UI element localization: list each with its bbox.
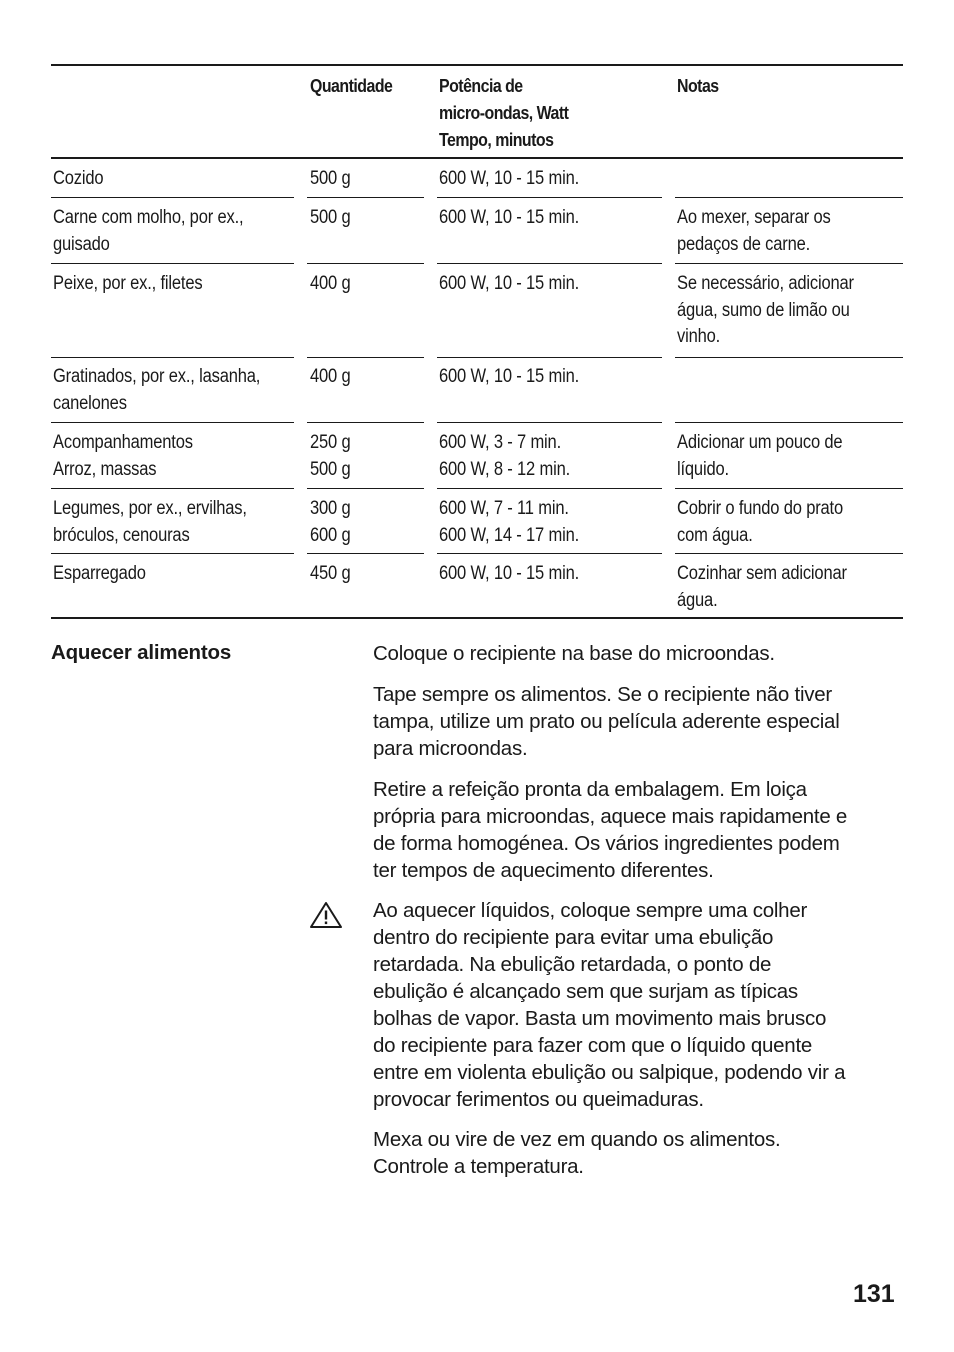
cell-quantity: 400 g [310, 273, 351, 294]
cell-food: Esparregado [53, 563, 146, 584]
cell-power: 600 W, 10 - 15 min. [439, 366, 580, 387]
cell-notes: Adicionar um pouco de líquido. [677, 432, 843, 480]
cell-notes: Cobrir o fundo do prato com água. [677, 498, 844, 546]
cell-power: 600 W, 7 - 11 min. 600 W, 14 - 17 min. [439, 498, 580, 546]
cell-quantity: 300 g 600 g [310, 498, 351, 546]
cell-food: Peixe, por ex., filetes [53, 273, 203, 294]
cell-notes: Cozinhar sem adicionar água. [677, 563, 847, 611]
cell-power: 600 W, 3 - 7 min. 600 W, 8 - 12 min. [439, 432, 571, 480]
cell-power: 600 W, 10 - 15 min. [439, 563, 580, 584]
cell-food: Acompanhamentos Arroz, massas [53, 432, 193, 480]
paragraph-stir: Mexa ou vire de vez em quando os alimentos. Controle a temperatura. [373, 1128, 781, 1178]
cell-quantity: 250 g 500 g [310, 432, 351, 480]
table-bottom-rule [51, 617, 903, 619]
cell-quantity: 500 g [310, 207, 351, 228]
header-notes: Notas [677, 75, 719, 96]
cell-power: 600 W, 10 - 15 min. [439, 273, 580, 294]
cell-notes: Se necessário, adicionar água, sumo de limão ou vinho. [677, 273, 854, 347]
cell-power: 600 W, 10 - 15 min. [439, 207, 580, 228]
cell-quantity: 450 g [310, 563, 351, 584]
table-row [51, 554, 903, 617]
paragraph-warning: Ao aquecer líquidos, coloque sempre uma colher dentro do recipiente para evitar uma ebulição retardada. Na ebulição retardada, o ponto de ebulição é alcançado sem que surjam as típicas bolhas de vapor. Basta um movimento mais brusco do recipiente para fazer com que o líquido quente entre em violenta ebulição ou salpique, podendo vir a provocar ferimentos ou queimaduras. [373, 899, 846, 1111]
cell-food: Legumes, por ex., ervilhas, bróculos, cenouras [53, 498, 247, 546]
table-row [51, 423, 903, 488]
cell-food: Cozido [53, 168, 104, 189]
page-number: 131 [853, 1280, 895, 1308]
cell-notes: Ao mexer, separar os pedaços de carne. [677, 207, 831, 255]
paragraph-cover: Tape sempre os alimentos. Se o recipiente não tiver tampa, utilize um prato ou película aderente especial para microondas. [373, 683, 840, 760]
cell-quantity: 400 g [310, 366, 351, 387]
cell-food: Gratinados, por ex., lasanha, canelones [53, 366, 261, 414]
header-power-time: Potência de micro-ondas, Watt Tempo, minutos [439, 75, 569, 150]
section-title: Aquecer alimentos [51, 641, 232, 664]
header-quantity: Quantidade [310, 75, 393, 96]
warning-triangle-icon [309, 901, 343, 929]
paragraph-packaging: Retire a refeição pronta da embalagem. Em loiça própria para microondas, aquece mais rapidamente e de forma homogénea. Os vários ingredientes podem ter tempos de aquecimento diferentes. [373, 778, 848, 882]
table-row [51, 357, 903, 422]
cell-power: 600 W, 10 - 15 min. [439, 168, 580, 189]
table-row [51, 264, 903, 357]
paragraph-base: Coloque o recipiente na base do microondas. [373, 642, 775, 665]
table-row [51, 159, 903, 197]
table-top-rule [51, 64, 903, 66]
table-row [51, 198, 903, 263]
table-row [51, 489, 903, 553]
cell-food: Carne com molho, por ex., guisado [53, 207, 244, 255]
cell-quantity: 500 g [310, 168, 351, 189]
